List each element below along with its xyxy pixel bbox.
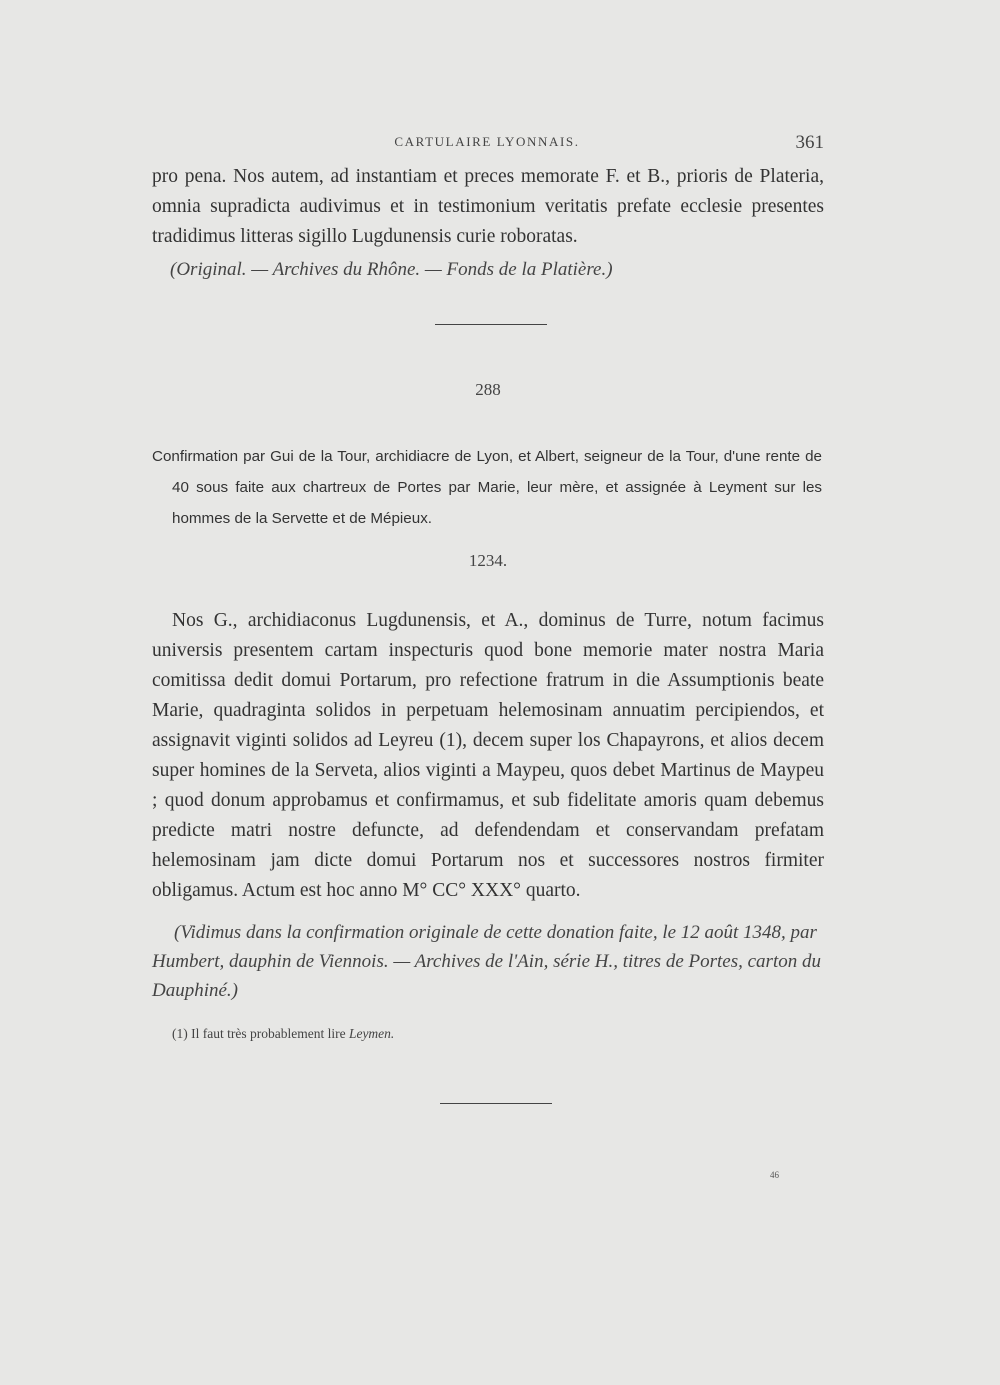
running-title: CARTULAIRE LYONNAIS. — [394, 134, 580, 149]
source-citation-2: (Vidimus dans la confirmation originale de cette donation faite, le 12 août 1348, par Humbert, dauphin de Viennois. — Archives de l'Ain, série H., titres de Portes, carton du Dauphiné.) — [152, 922, 821, 1001]
footnote-italic: Leymen. — [348, 1026, 395, 1041]
page-number: 361 — [795, 132, 824, 153]
continued-paragraph: pro pena. Nos autem, ad instantiam et preces memorate F. et B., prioris de Plateria, omnia supradicta audivimus et in testimonium veritatis prefate ecclesie presentes tradidimus litteras sigillo Lugdunensis curie roboratas. — [152, 166, 824, 247]
document-summary: Confirmation par Gui de la Tour, archidiacre de Lyon, et Albert, seigneur de la Tour, d'une rente de 40 sous faite aux chartreux de Portes par Marie, leur mère, et assignée à Leyment sur les hommes de la Servette et de Mépieux. — [152, 448, 822, 527]
section-divider-bottom — [440, 1103, 552, 1104]
footnote-text: (1) Il faut très probablement lire — [172, 1026, 346, 1041]
document-number: 288 — [475, 380, 501, 399]
source-citation-1: (Original. — Archives du Rhône. — Fonds de la Platière.) — [170, 259, 613, 280]
document-date: 1234. — [468, 551, 508, 570]
footnote — [172, 1026, 822, 1042]
signature-mark: 46 — [770, 1170, 779, 1180]
section-divider-top — [435, 324, 547, 325]
document-text: Nos G., archidiaconus Lugdunensis, et A., dominus de Turre, notum facimus universis presentem cartam inspecturis quod bone memorie mater nostra Maria comitissa dedit domui Portarum, pro refectione fratrum in die Assumptionis beate Marie, quadraginta solidos in perpetuam helemosinam annuatim percipiendos, et assignavit viginti solidos ad Leyreu (1), decem super los Chapayrons, et alios decem super homines de la Serveta, alios viginti a Maypeu, quos debet Martinus de Maypeu ; quod donum approbamus et confirmamus, et sub fidelitate amoris quam debemus predicte matri nostre defuncte, ad defendendam et conservandam prefatam helemosinam jam dicte domui Portarum nos et successores nostros firmiter obligamus. Actum est hoc anno M° CC° XXX° quarto. — [152, 610, 824, 901]
